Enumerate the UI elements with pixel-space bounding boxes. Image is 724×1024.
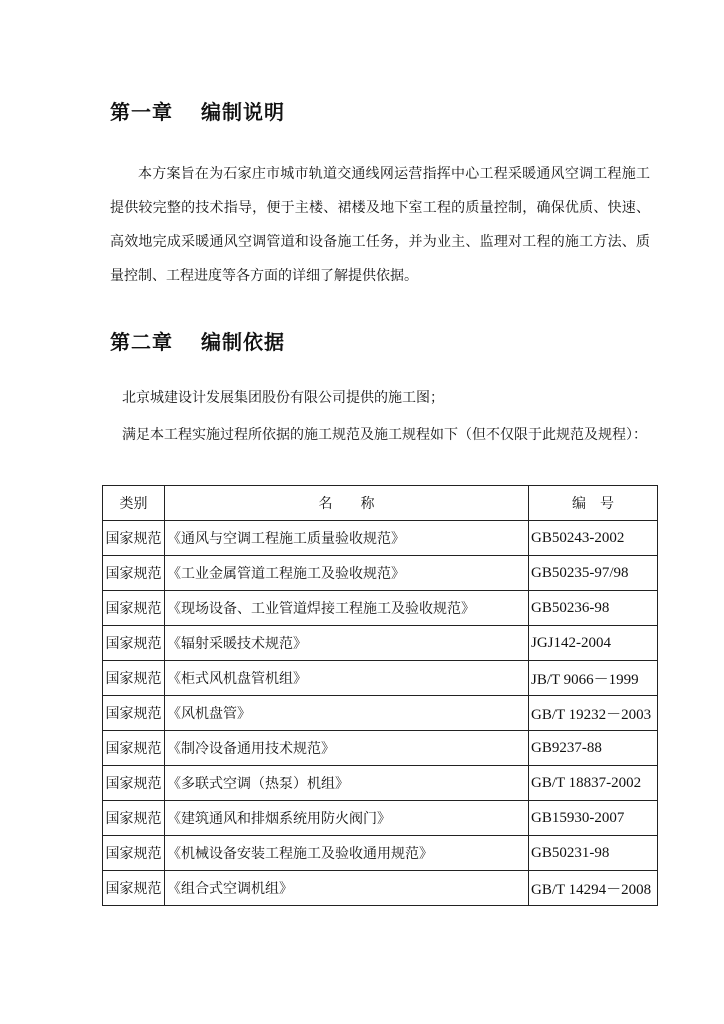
- row-code: GB/T 19232－2003: [529, 696, 658, 731]
- row-category: 国家规范: [103, 521, 165, 556]
- table-row: [103, 696, 658, 731]
- row-code: GB/T 14294－2008: [529, 871, 658, 906]
- row-code: GB15930-2007: [529, 801, 658, 836]
- chapter-1-paragraph: 本方案旨在为石家庄市城市轨道交通线网运营指挥中心工程采暖通风空调工程施工提供较完整的技术指导，便于主楼、裙楼及地下室工程的质量控制，确保优质、快速、高效地完成采暖通风空调管道和设备施工任务，并为业主、监理对工程的施工方法、质量控制、工程进度等各方面的详细了解提供依据。: [110, 166, 650, 284]
- header-name: 名 称: [165, 486, 529, 521]
- table-row: [103, 591, 658, 626]
- table-header-row: [103, 486, 658, 521]
- row-code: GB50236-98: [529, 591, 658, 626]
- row-name: 《多联式空调（热泵）机组》: [165, 766, 529, 801]
- row-name: 《建筑通风和排烟系统用防火阀门》: [165, 801, 529, 836]
- header-code: 编 号: [529, 486, 658, 521]
- row-category: 国家规范: [103, 801, 165, 836]
- row-code: GB9237-88: [529, 731, 658, 766]
- chapter-1-heading: [110, 96, 285, 125]
- row-name: 《柜式风机盘管机组》: [165, 661, 529, 696]
- row-name: 《工业金属管道工程施工及验收规范》: [165, 556, 529, 591]
- row-name: 《制冷设备通用技术规范》: [165, 731, 529, 766]
- row-name: 《机械设备安装工程施工及验收通用规范》: [165, 836, 529, 871]
- row-name: 《辐射采暖技术规范》: [165, 626, 529, 661]
- row-category: 国家规范: [103, 556, 165, 591]
- chapter-2-number: 第二章: [110, 330, 173, 354]
- row-name: 《现场设备、工业管道焊接工程施工及验收规范》: [165, 591, 529, 626]
- chapter-2-heading: [110, 326, 285, 355]
- row-category: 国家规范: [103, 661, 165, 696]
- row-code: GB/T 18837-2002: [529, 766, 658, 801]
- row-code: GB50235-97/98: [529, 556, 658, 591]
- table-row: [103, 766, 658, 801]
- chapter-1-title: 编制说明: [201, 100, 285, 124]
- table-row: [103, 626, 658, 661]
- standards-table: [102, 485, 658, 906]
- row-category: 国家规范: [103, 731, 165, 766]
- row-name: 《风机盘管》: [165, 696, 529, 731]
- table-row: [103, 521, 658, 556]
- table-row: [103, 801, 658, 836]
- row-code: JGJ142-2004: [529, 626, 658, 661]
- table-row: [103, 731, 658, 766]
- chapter-2-title: 编制依据: [201, 330, 285, 354]
- chapter-2-line-drawings: 北京城建设计发展集团股份有限公司提供的施工图；: [122, 390, 444, 406]
- row-code: JB/T 9066－1999: [529, 661, 658, 696]
- table-row: [103, 661, 658, 696]
- table-row: [103, 556, 658, 591]
- row-category: 国家规范: [103, 836, 165, 871]
- row-name: 《组合式空调机组》: [165, 871, 529, 906]
- row-category: 国家规范: [103, 871, 165, 906]
- table-row: [103, 871, 658, 906]
- row-category: 国家规范: [103, 696, 165, 731]
- row-category: 国家规范: [103, 591, 165, 626]
- table-row: [103, 836, 658, 871]
- row-category: 国家规范: [103, 766, 165, 801]
- header-category: 类别: [103, 486, 165, 521]
- row-name: 《通风与空调工程施工质量验收规范》: [165, 521, 529, 556]
- row-code: GB50231-98: [529, 836, 658, 871]
- chapter-2-line-standards: 满足本工程实施过程所依据的施工规范及施工规程如下（但不仅限于此规范及规程）：: [122, 427, 647, 443]
- row-code: GB50243-2002: [529, 521, 658, 556]
- row-category: 国家规范: [103, 626, 165, 661]
- chapter-1-number: 第一章: [110, 100, 173, 124]
